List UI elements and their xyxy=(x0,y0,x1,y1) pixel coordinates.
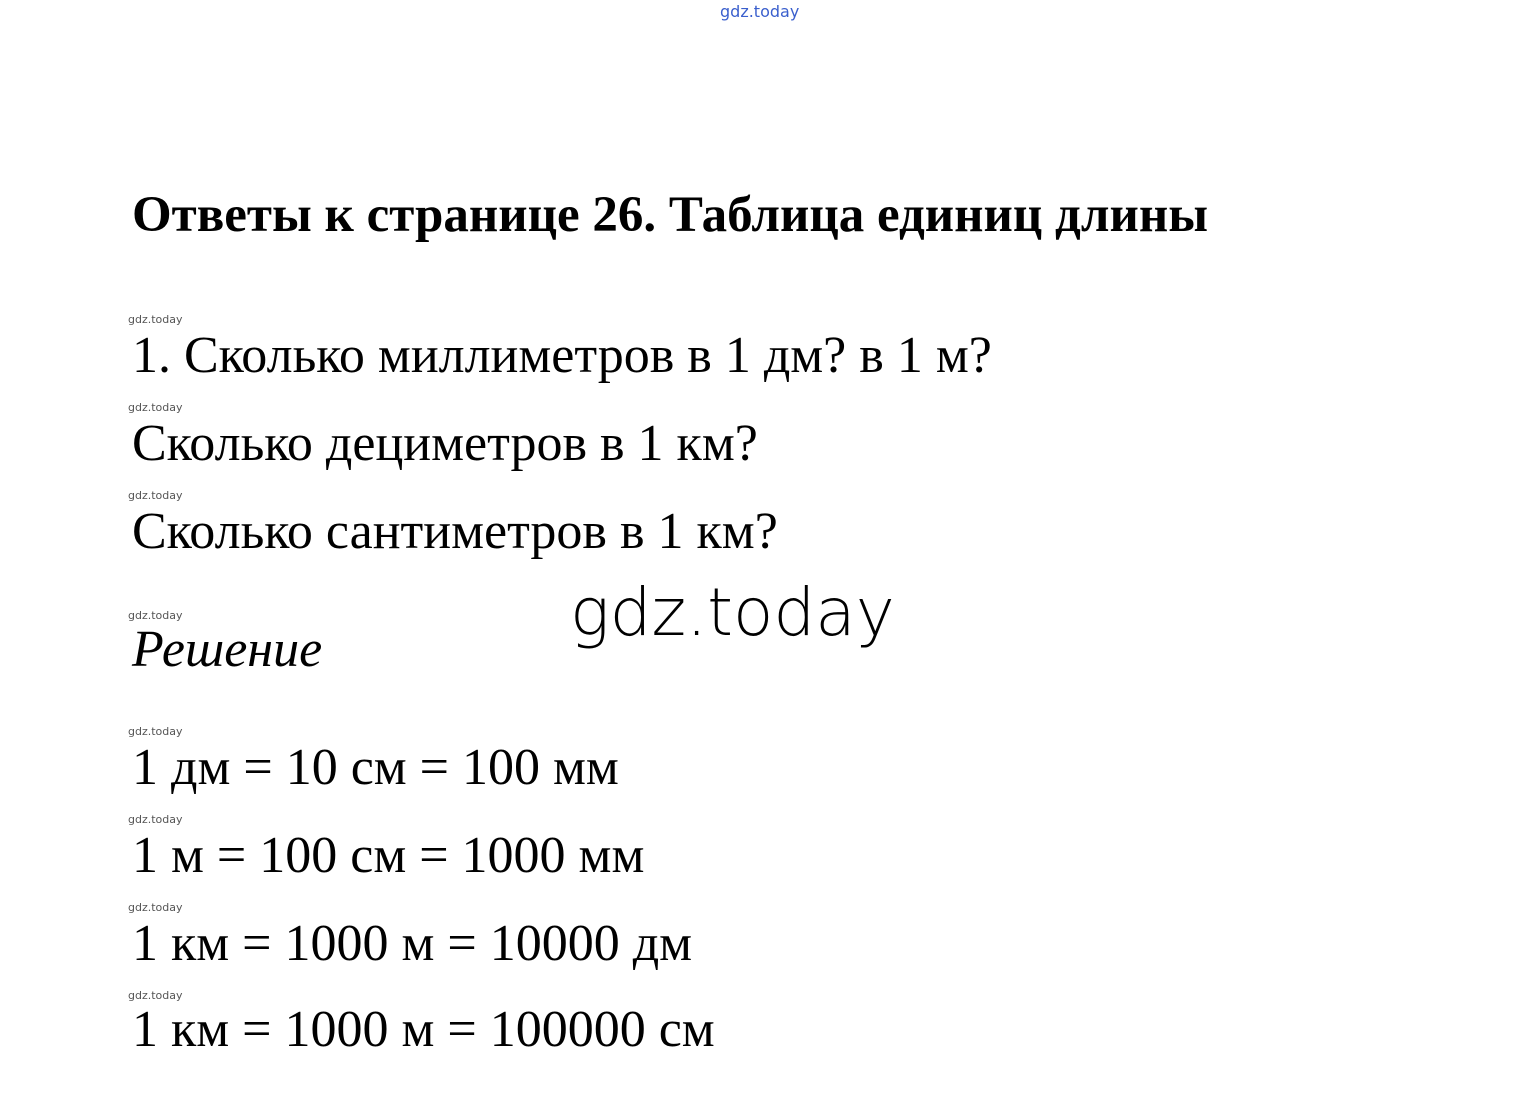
watermark-small-7: gdz.today xyxy=(128,901,183,914)
watermark-small-8: gdz.today xyxy=(128,989,183,1002)
watermark-small-1: gdz.today xyxy=(128,313,183,326)
solution-heading: Решение xyxy=(132,621,323,678)
top-watermark: gdz.today xyxy=(720,2,800,21)
answer-3: 1 км = 1000 м = 10000 дм xyxy=(132,915,693,972)
watermark-small-5: gdz.today xyxy=(128,725,183,738)
watermark-small-6: gdz.today xyxy=(128,813,183,826)
big-watermark: gdz.today xyxy=(570,574,895,651)
question-1: 1. Сколько миллиметров в 1 дм? в 1 м? xyxy=(132,327,992,384)
watermark-small-2: gdz.today xyxy=(128,401,183,414)
watermark-small-3: gdz.today xyxy=(128,489,183,502)
watermark-small-4: gdz.today xyxy=(128,609,183,622)
question-2: Сколько дециметров в 1 км? xyxy=(132,415,758,472)
page-title: Ответы к странице 26. Таблица единиц длины xyxy=(132,187,1209,243)
answer-1: 1 дм = 10 см = 100 мм xyxy=(132,739,619,796)
question-3: Сколько сантиметров в 1 км? xyxy=(132,503,778,560)
answer-2: 1 м = 100 см = 1000 мм xyxy=(132,827,645,884)
answer-4: 1 км = 1000 м = 100000 см xyxy=(132,1001,715,1058)
